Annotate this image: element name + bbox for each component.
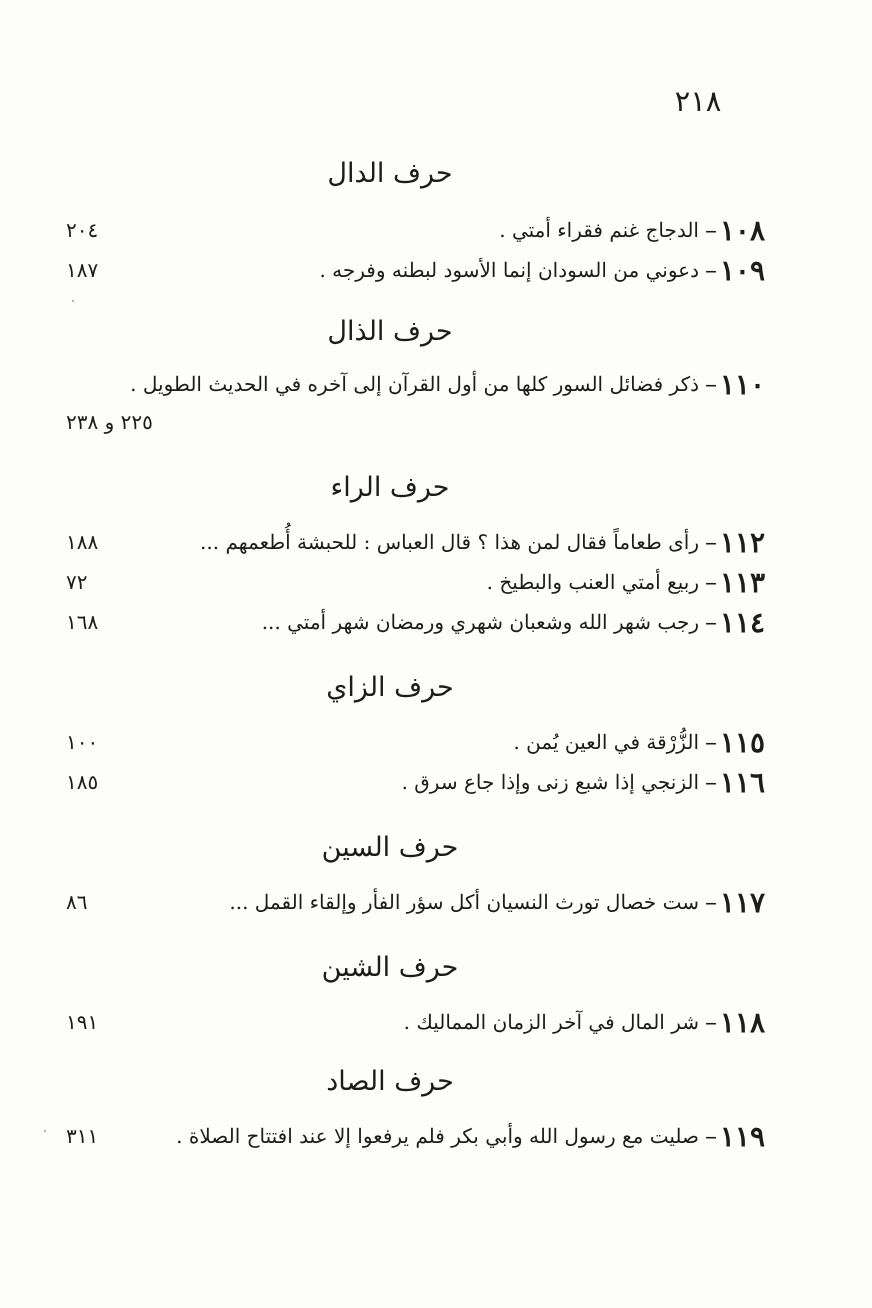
page-number: ٢١٨ (674, 84, 722, 118)
entry-continuation: ٢٢٥ و ٢٣٨ (66, 410, 153, 434)
entry-dash: – (705, 370, 717, 398)
entry-dash: – (705, 888, 717, 916)
entry-number: ١١٧ (719, 886, 765, 919)
entry-page: ١٨٨ (66, 530, 99, 554)
section-heading: حرف الشين (321, 952, 459, 983)
entry-dash: – (705, 568, 717, 596)
entry-dash: – (705, 256, 717, 284)
entry-text: ذكر فضائل السور كلها من أول القرآن إلى آخره في الحديث الطويل . (130, 372, 699, 396)
section-heading: حرف السين (321, 832, 459, 863)
entry-number: ١١٠ (719, 368, 765, 401)
entry-dash: – (705, 768, 717, 796)
entry-dash: – (705, 528, 717, 556)
entry-page: ٢٠٤ (66, 218, 99, 242)
entry-dash: – (705, 608, 717, 636)
list-item (60, 254, 765, 294)
list-item (60, 368, 765, 408)
entry-text: ست خصال تورث النسيان أكل سؤر الفأر وإلقاء القمل ... (229, 890, 699, 914)
list-item (60, 766, 765, 806)
list-item (60, 606, 765, 646)
section-heading: حرف الزاي (326, 672, 454, 703)
entry-number: ١٠٨ (719, 214, 765, 247)
list-item (60, 526, 765, 566)
section-heading: حرف الدال (327, 158, 453, 189)
entry-number: ١١٩ (719, 1120, 765, 1153)
scan-speck (44, 1130, 46, 1132)
list-item (60, 214, 765, 254)
entry-text: دعوني من السودان إنما الأسود لبطنه وفرجه . (319, 258, 699, 282)
entry-text: الزنجي إذا شبع زنى وإذا جاع سرق . (401, 770, 699, 794)
entry-number: ١١٣ (719, 566, 765, 599)
entry-dash: – (705, 1008, 717, 1036)
section-heading: حرف الصاد (326, 1066, 454, 1097)
entry-number: ١١٥ (719, 726, 765, 759)
entry-page: ١٨٥ (66, 770, 99, 794)
list-item (60, 1120, 765, 1160)
entry-dash: – (705, 216, 717, 244)
entry-page: ١٨٧ (66, 258, 99, 282)
entry-dash: – (705, 728, 717, 756)
entry-text: رجب شهر الله وشعبان شهري ورمضان شهر أمتي ... (261, 610, 699, 634)
entry-text: الدجاج غنم فقراء أمتي . (499, 218, 699, 242)
entry-page: ٨٦ (66, 890, 88, 914)
entry-text: ربيع أمتي العنب والبطيخ . (486, 570, 699, 594)
entry-page: ٧٢ (66, 570, 88, 594)
entry-page: ١٦٨ (66, 610, 99, 634)
entry-page: ١٠٠ (66, 730, 99, 754)
entry-number: ١١٤ (719, 606, 765, 639)
list-item (60, 886, 765, 926)
scan-speck (72, 300, 74, 302)
list-item (60, 566, 765, 606)
list-item (60, 1006, 765, 1046)
entry-text: رأى طعاماً فقال لمن هذا ؟ قال العباس : للحبشة أُطعمهم ... (200, 530, 699, 554)
entry-page: ١٩١ (66, 1010, 99, 1034)
section-heading: حرف الراء (330, 472, 450, 503)
entry-number: ١١٢ (719, 526, 765, 559)
list-item (60, 726, 765, 766)
entry-page: ٣١١ (66, 1124, 99, 1148)
section-heading: حرف الذال (327, 316, 453, 347)
entry-text: صليت مع رسول الله وأبي بكر فلم يرفعوا إلا عند افتتاح الصلاة . (176, 1124, 699, 1148)
entry-dash: – (705, 1122, 717, 1150)
entry-number: ١١٦ (719, 766, 765, 799)
entry-number: ١٠٩ (719, 254, 765, 287)
entry-text: الزُّرْقة في العين يُمن . (513, 730, 699, 754)
entry-text: شر المال في آخر الزمان المماليك . (403, 1010, 699, 1034)
entry-number: ١١٨ (719, 1006, 765, 1039)
